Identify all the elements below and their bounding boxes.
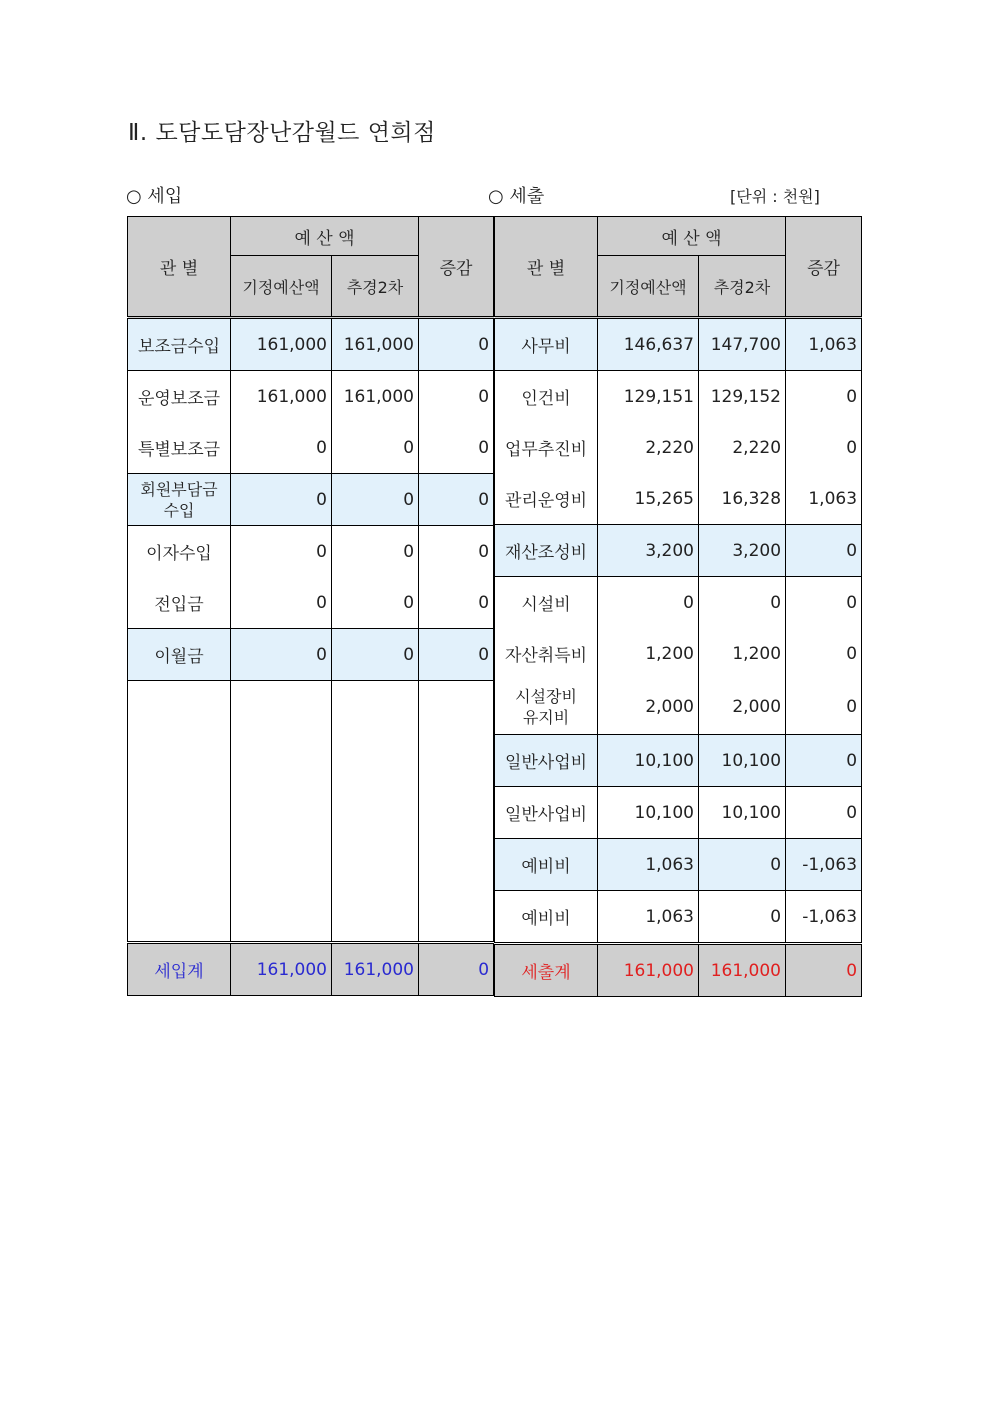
row-label: 예비비 xyxy=(495,839,598,891)
row-label: 이자수입 xyxy=(128,526,231,578)
row-label: 전입금 xyxy=(128,577,231,629)
cell-revised: 3,200 xyxy=(699,525,786,577)
cell-revised: 2,220 xyxy=(699,422,786,473)
table-row xyxy=(495,679,862,735)
table-row xyxy=(128,629,494,681)
cell-prior: 0 xyxy=(231,422,332,474)
cell-change: 0 xyxy=(419,474,494,526)
cell-change: 0 xyxy=(786,371,862,423)
table-row xyxy=(495,577,862,629)
table-row xyxy=(495,735,862,787)
row-label: 인건비 xyxy=(495,371,598,423)
income-revised-header: 추경2차 xyxy=(332,256,419,318)
expense-section-label: ○ 세출 xyxy=(488,186,545,207)
cell-change: 0 xyxy=(419,526,494,578)
cell-change: 0 xyxy=(419,371,494,423)
cell-change: -1,063 xyxy=(786,891,862,944)
row-label: 관리운영비 xyxy=(495,473,598,525)
income-total-prior: 161,000 xyxy=(231,943,332,996)
cell-revised: 0 xyxy=(699,839,786,891)
empty-cell xyxy=(419,681,494,943)
cell-prior: 10,100 xyxy=(598,735,699,787)
table-row xyxy=(128,474,494,526)
table-row xyxy=(495,628,862,679)
page-title: Ⅱ. 도담도담장난감월드 연희점 xyxy=(128,120,436,146)
table-row xyxy=(128,526,494,578)
cell-revised: 0 xyxy=(332,629,419,681)
table-row xyxy=(495,371,862,423)
expense-prior-header: 기정예산액 xyxy=(598,256,699,318)
cell-prior: 0 xyxy=(231,577,332,629)
expense-change-header: 증감 xyxy=(786,217,862,318)
expense-category-header: 관 별 xyxy=(495,217,598,318)
cell-change: 1,063 xyxy=(786,473,862,525)
cell-revised: 1,200 xyxy=(699,628,786,679)
unit-label: [단위 : 천원] xyxy=(730,187,820,206)
cell-change: 0 xyxy=(786,679,862,735)
cell-prior: 2,220 xyxy=(598,422,699,473)
cell-prior: 161,000 xyxy=(231,318,332,371)
row-label: 회원부담금 수입 xyxy=(128,474,231,526)
cell-revised: 161,000 xyxy=(332,371,419,423)
row-label: 일반사업비 xyxy=(495,735,598,787)
cell-change: 0 xyxy=(419,629,494,681)
row-label: 사무비 xyxy=(495,318,598,371)
cell-prior: 0 xyxy=(598,577,699,629)
cell-change: 0 xyxy=(786,735,862,787)
row-label: 시설장비 유지비 xyxy=(495,679,598,735)
cell-prior: 1,200 xyxy=(598,628,699,679)
cell-change: 0 xyxy=(786,525,862,577)
cell-prior: 0 xyxy=(231,526,332,578)
expense-table xyxy=(494,216,862,997)
cell-prior: 10,100 xyxy=(598,787,699,839)
row-label: 이월금 xyxy=(128,629,231,681)
cell-prior: 15,265 xyxy=(598,473,699,525)
row-label: 일반사업비 xyxy=(495,787,598,839)
cell-revised: 16,328 xyxy=(699,473,786,525)
cell-prior: 3,200 xyxy=(598,525,699,577)
row-label: 시설비 xyxy=(495,577,598,629)
table-row xyxy=(128,371,494,423)
cell-change: -1,063 xyxy=(786,839,862,891)
empty-cell xyxy=(332,681,419,943)
income-section-label: ○ 세입 xyxy=(126,186,183,207)
income-total-change: 0 xyxy=(419,943,494,996)
cell-change: 0 xyxy=(786,577,862,629)
table-row xyxy=(495,422,862,473)
cell-prior: 1,063 xyxy=(598,839,699,891)
total-row xyxy=(128,943,494,996)
row-label: 예비비 xyxy=(495,891,598,944)
table-row xyxy=(495,891,862,944)
expense-total-prior: 161,000 xyxy=(598,944,699,997)
cell-revised: 10,100 xyxy=(699,787,786,839)
cell-prior: 129,151 xyxy=(598,371,699,423)
income-prior-header: 기정예산액 xyxy=(231,256,332,318)
cell-revised: 0 xyxy=(332,577,419,629)
table-row xyxy=(495,318,862,371)
cell-change: 0 xyxy=(419,577,494,629)
income-total-revised: 161,000 xyxy=(332,943,419,996)
cell-revised: 0 xyxy=(699,891,786,944)
table-row xyxy=(128,422,494,474)
cell-change: 0 xyxy=(419,422,494,474)
expense-total-label: 세출계 xyxy=(495,944,598,997)
cell-prior: 0 xyxy=(231,474,332,526)
income-table xyxy=(127,216,494,996)
income-change-header: 증감 xyxy=(419,217,494,318)
cell-revised: 147,700 xyxy=(699,318,786,371)
expense-total-change: 0 xyxy=(786,944,862,997)
cell-prior: 146,637 xyxy=(598,318,699,371)
cell-revised: 161,000 xyxy=(332,318,419,371)
expense-revised-header: 추경2차 xyxy=(699,256,786,318)
table-row xyxy=(495,525,862,577)
cell-change: 1,063 xyxy=(786,318,862,371)
cell-revised: 129,152 xyxy=(699,371,786,423)
cell-revised: 0 xyxy=(699,577,786,629)
row-label: 운영보조금 xyxy=(128,371,231,423)
cell-change: 0 xyxy=(786,787,862,839)
income-budget-header: 예 산 액 xyxy=(231,217,419,256)
cell-prior: 161,000 xyxy=(231,371,332,423)
expense-budget-header: 예 산 액 xyxy=(598,217,786,256)
expense-total-revised: 161,000 xyxy=(699,944,786,997)
empty-cell xyxy=(128,681,231,943)
table-row xyxy=(495,787,862,839)
table-row xyxy=(495,839,862,891)
cell-revised: 0 xyxy=(332,526,419,578)
income-total-label: 세입계 xyxy=(128,943,231,996)
table-row xyxy=(128,318,494,371)
empty-cell xyxy=(231,681,332,943)
cell-revised: 0 xyxy=(332,422,419,474)
cell-revised: 2,000 xyxy=(699,679,786,735)
cell-prior: 1,063 xyxy=(598,891,699,944)
income-category-header: 관 별 xyxy=(128,217,231,318)
cell-change: 0 xyxy=(786,422,862,473)
cell-change: 0 xyxy=(419,318,494,371)
row-label: 특별보조금 xyxy=(128,422,231,474)
total-row xyxy=(495,944,862,997)
empty-row xyxy=(128,681,494,943)
row-label: 보조금수입 xyxy=(128,318,231,371)
cell-change: 0 xyxy=(786,628,862,679)
row-label: 재산조성비 xyxy=(495,525,598,577)
row-label: 업무추진비 xyxy=(495,422,598,473)
table-row xyxy=(128,577,494,629)
cell-revised: 10,100 xyxy=(699,735,786,787)
cell-revised: 0 xyxy=(332,474,419,526)
row-label: 자산취득비 xyxy=(495,628,598,679)
table-row xyxy=(495,473,862,525)
cell-prior: 2,000 xyxy=(598,679,699,735)
cell-prior: 0 xyxy=(231,629,332,681)
